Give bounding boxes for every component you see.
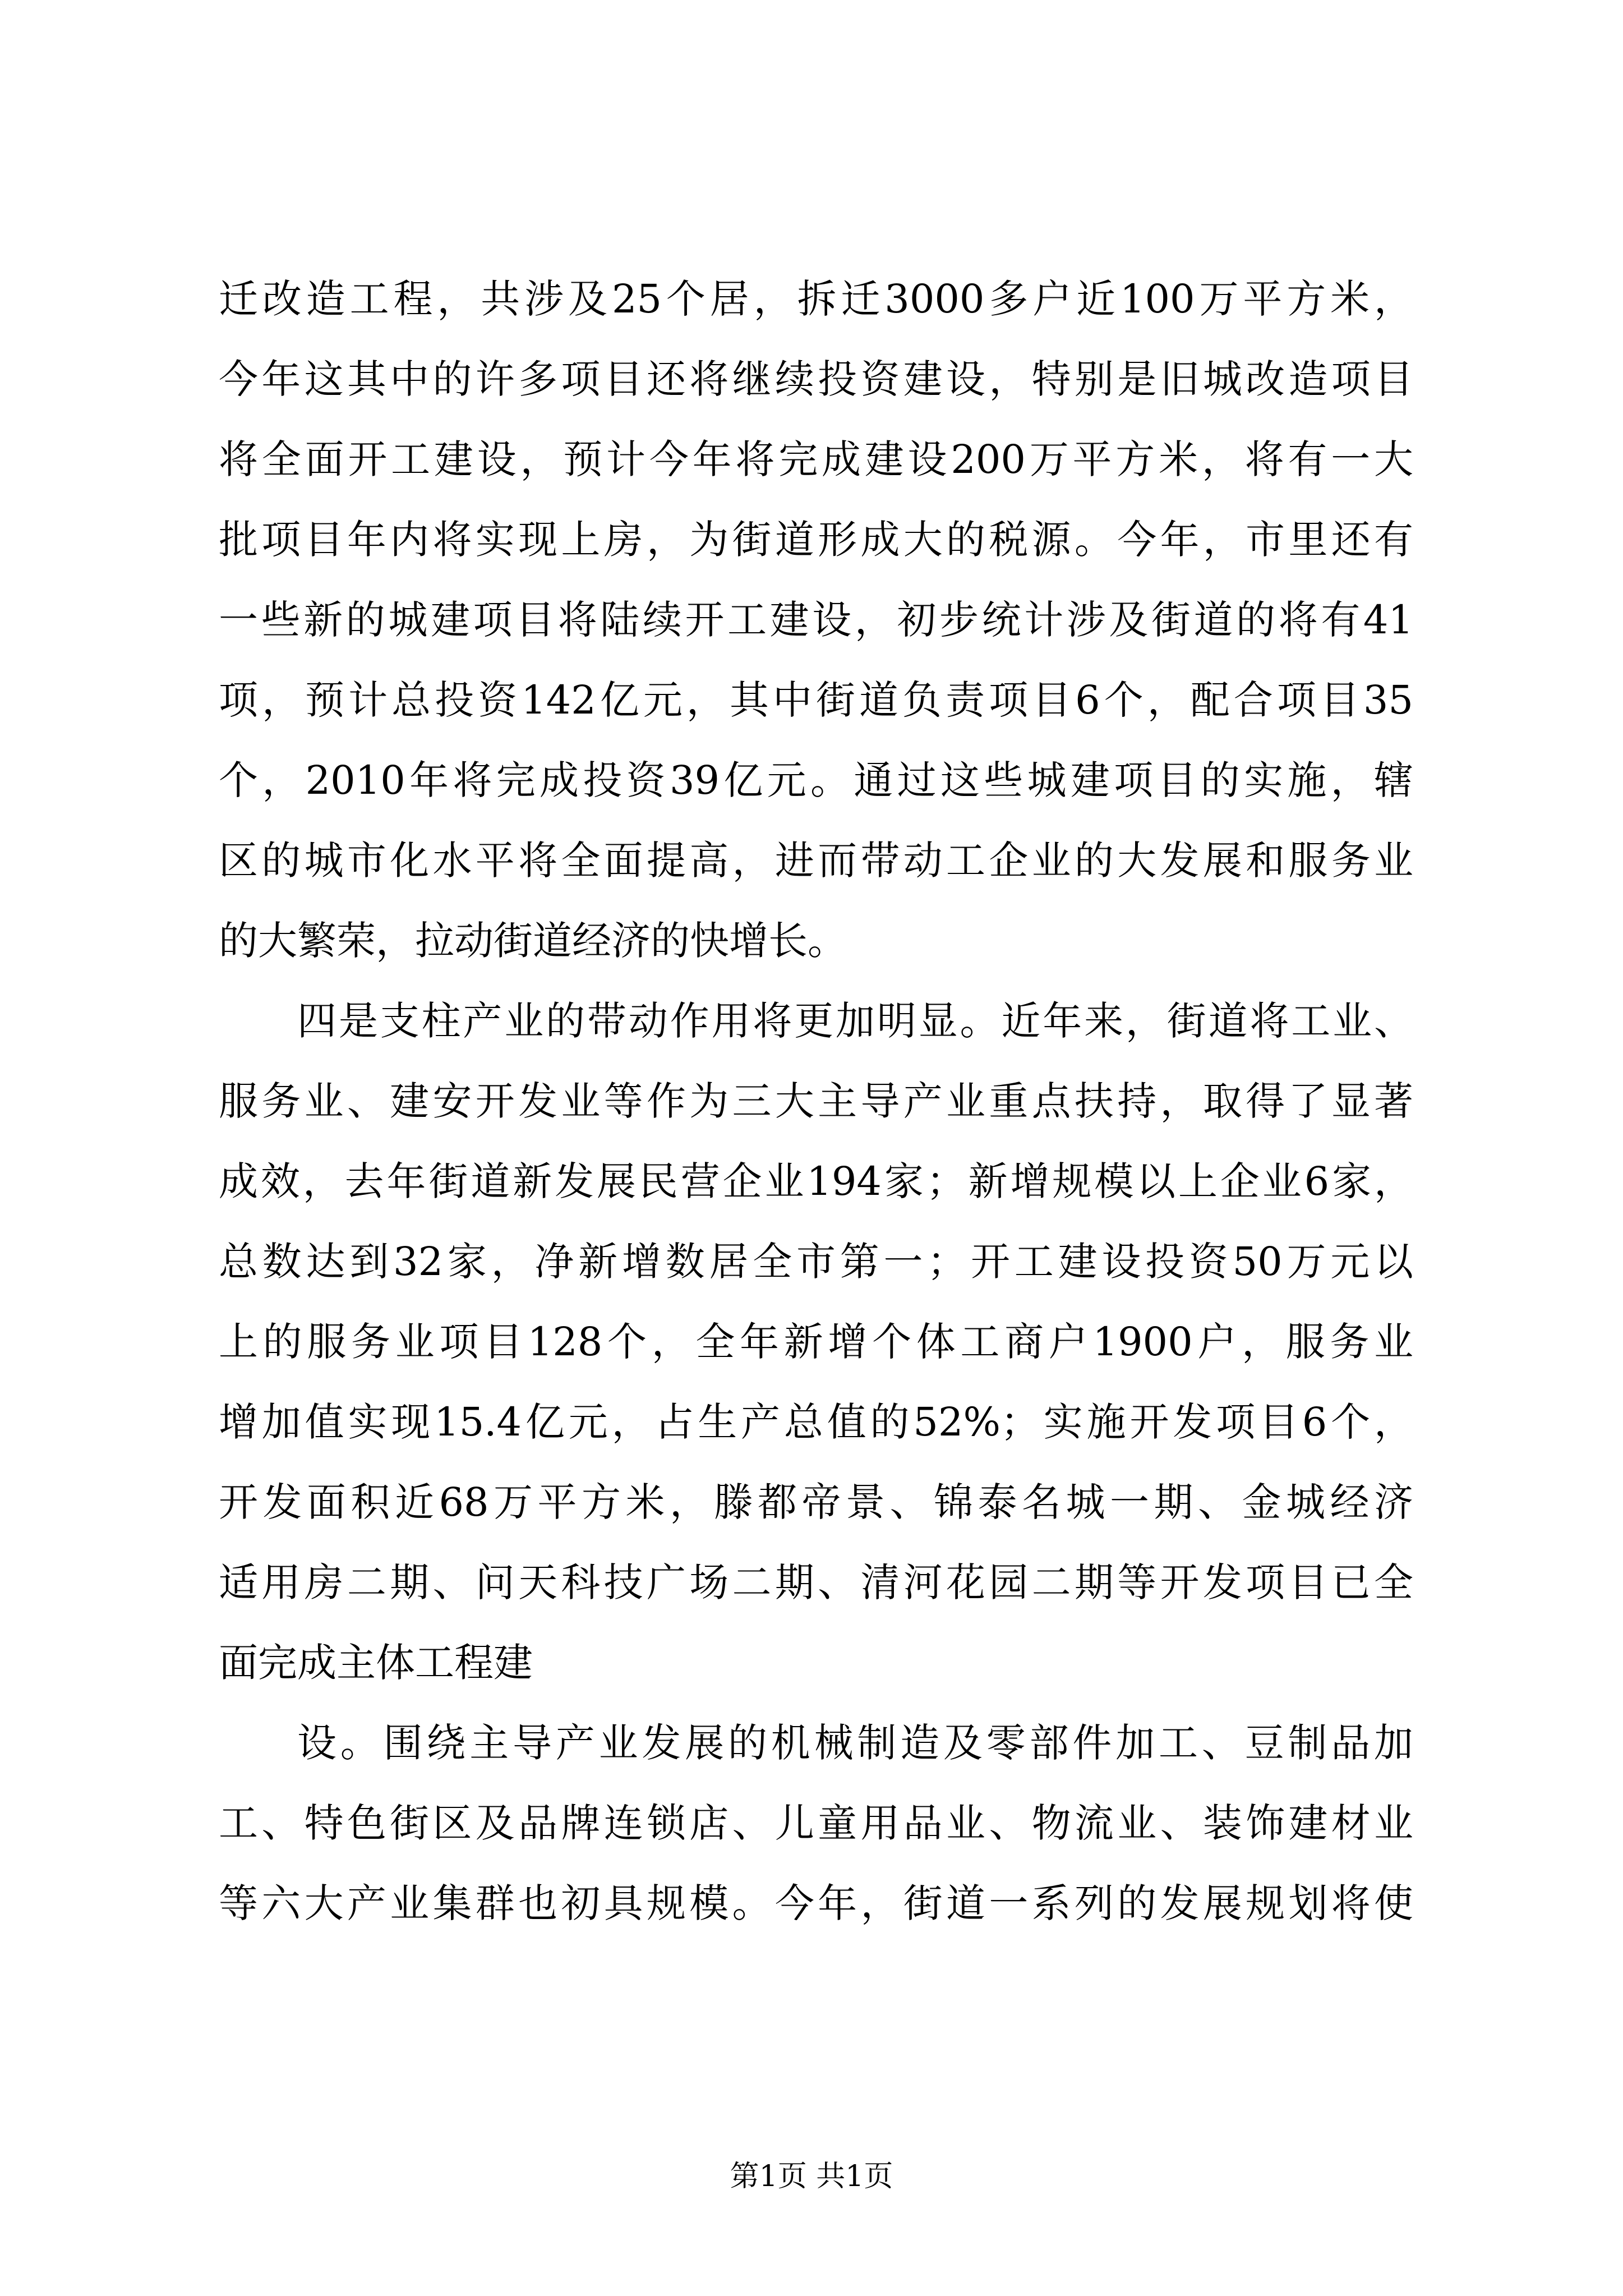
- text-line-13: 总数达到32家，净新增数居全市第一；开工建设投资50万元以: [219, 1239, 1413, 1285]
- text-line-15: 增加值实现15.4亿元，占生产总值的52%；实施开发项目6个，: [219, 1399, 1413, 1445]
- text-line-1: 迁改造工程，共涉及25个居，拆迁3000多户近100万平方米，: [219, 276, 1413, 322]
- text-line-5: 一些新的城建项目将陆续开工建设，初步统计涉及街道的将有41: [219, 597, 1413, 643]
- text-line-6: 项，预计总投资142亿元，其中街道负责项目6个，配合项目35: [219, 677, 1413, 723]
- text-line-4: 批项目年内将实现上房，为街道形成大的税源。今年，市里还有: [219, 517, 1413, 563]
- text-line-7: 个，2010年将完成投资39亿元。通过这些城建项目的实施，辖: [219, 757, 1413, 803]
- text-line-17: 适用房二期、问天科技广场二期、清河花园二期等开发项目已全: [219, 1559, 1413, 1605]
- paragraph-start-line: 设。围绕主导产业发展的机械制造及零部件加工、豆制品加: [297, 1720, 1413, 1766]
- text-line-16: 开发面积近68万平方米，滕都帝景、锦泰名城一期、金城经济: [219, 1479, 1413, 1525]
- paragraph-start-line: 四是支柱产业的带动作用将更加明显。近年来，街道将工业、: [297, 998, 1413, 1044]
- text-line-8: 区的城市化水平将全面提高，进而带动工企业的大发展和服务业: [219, 838, 1413, 884]
- text-line-2: 今年这其中的许多项目还将继续投资建设，特别是旧城改造项目: [219, 356, 1413, 402]
- text-line-21: 等六大产业集群也初具规模。今年，街道一系列的发展规划将使: [219, 1880, 1413, 1926]
- text-line-18: 面完成主体工程建: [219, 1640, 533, 1686]
- text-line-9: 的大繁荣，拉动街道经济的快增长。: [219, 918, 847, 964]
- page-number-footer: 第1页 共1页: [730, 2160, 893, 2193]
- text-line-12: 成效，去年街道新发展民营企业194家；新增规模以上企业6家，: [219, 1158, 1413, 1204]
- text-line-11: 服务业、建安开发业等作为三大主导产业重点扶持，取得了显著: [219, 1078, 1413, 1124]
- document-body: [219, 259, 1413, 1944]
- text-line-20: 工、特色街区及品牌连锁店、儿童用品业、物流业、装饰建材业: [219, 1800, 1413, 1846]
- text-line-3: 将全面开工建设，预计今年将完成建设200万平方米，将有一大: [219, 436, 1413, 482]
- text-line-14: 上的服务业项目128个，全年新增个体工商户1900户，服务业: [219, 1319, 1413, 1365]
